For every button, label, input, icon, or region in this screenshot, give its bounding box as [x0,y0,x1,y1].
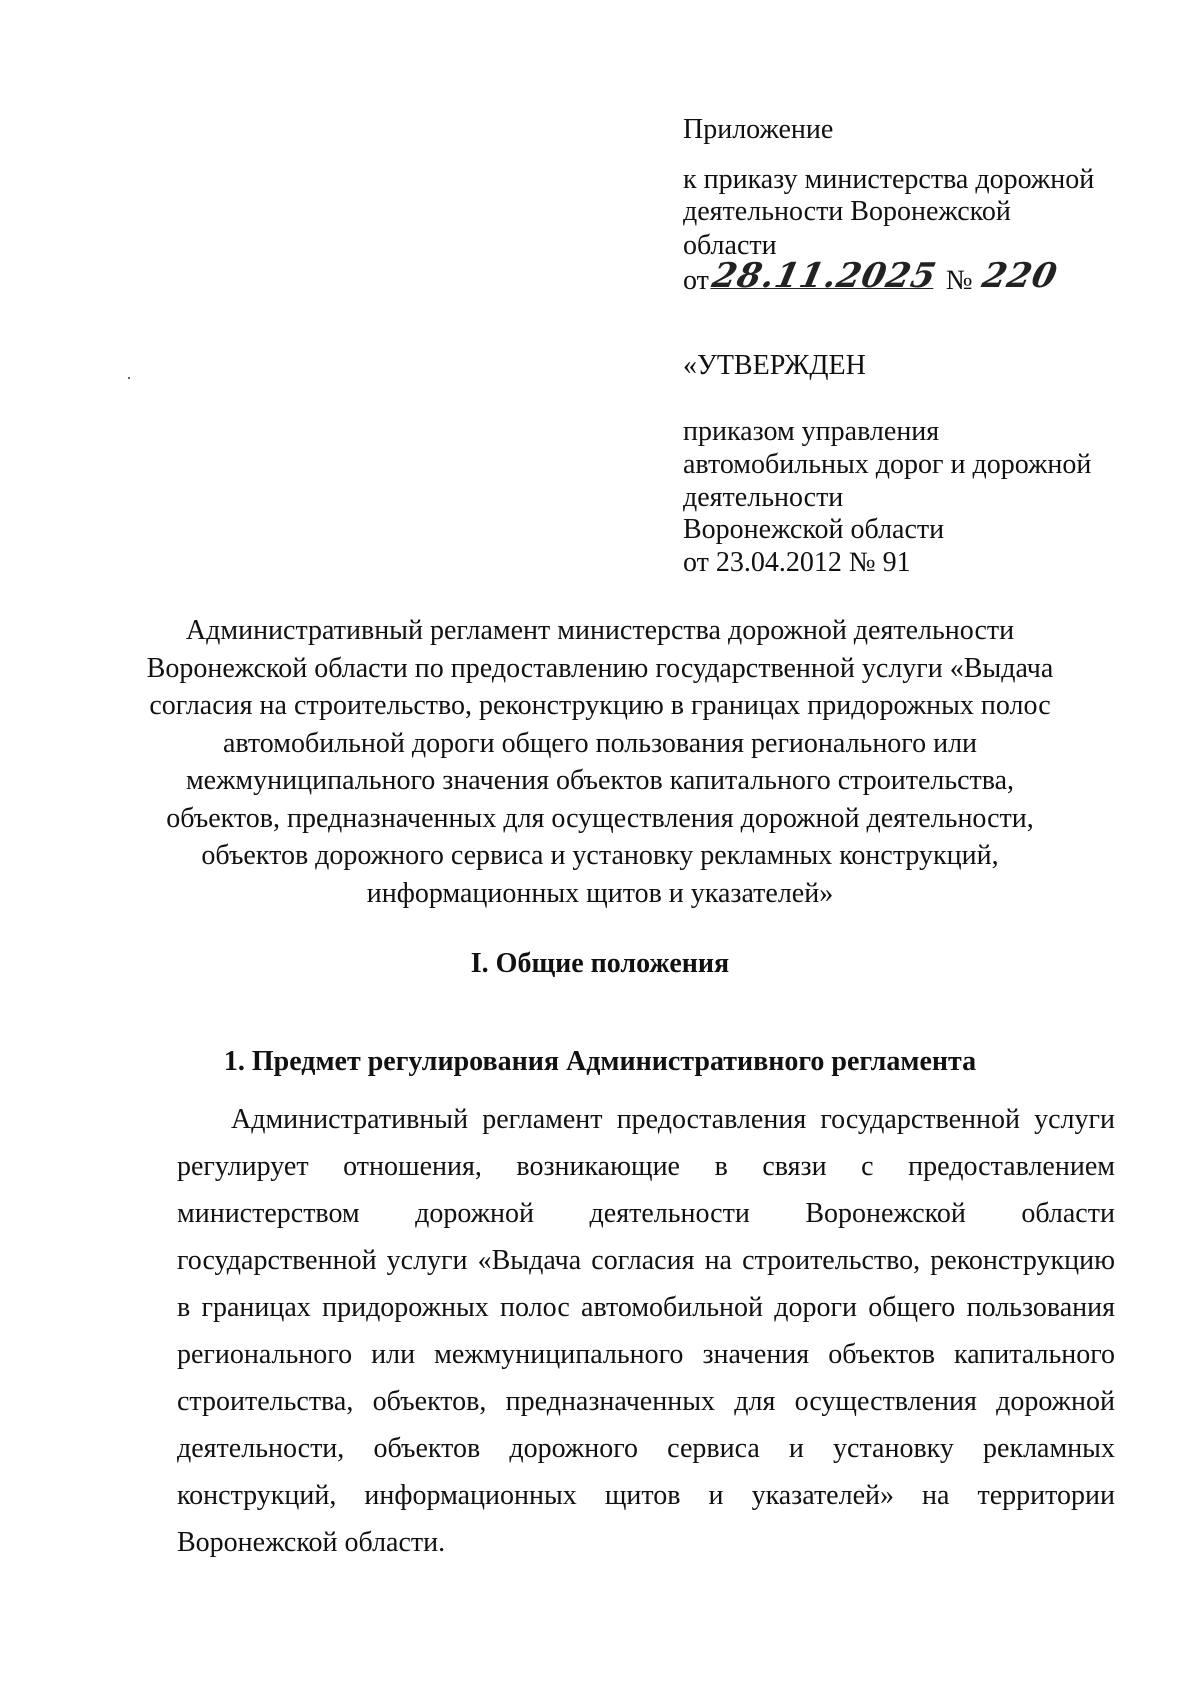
paragraph-word: для [734,1386,776,1417]
order-ref-line: к приказу министерства дорожной [683,164,1095,195]
paragraph-word: Воронежской [805,1198,966,1229]
title-line: объектов, предназначенных для осуществления дорожной деятельности, [166,802,1034,834]
handwritten-date: 28.11.2025 [708,256,941,296]
paragraph-word: установку [833,1433,954,1464]
approval-line: Воронежской области [683,514,945,545]
paragraph-line [177,1378,1115,1425]
title-line: объектов дорожного сервиса и установку рекламных конструкций, [201,840,999,871]
approved-label: «УТВЕРЖДЕН [683,350,866,381]
paragraph-word: автомобильной [581,1292,763,1323]
paragraph-word: Воронежской области. [177,1527,446,1558]
paragraph-line [177,1190,1115,1237]
paragraph-word: и [708,1480,724,1511]
paragraph-line [177,1331,1115,1378]
paragraph-word: полос [500,1292,570,1323]
paragraph-word: в [714,1151,728,1182]
paragraph-word: сервиса [667,1433,760,1464]
approval-line: деятельности [683,482,844,513]
paragraph-line [177,1284,1115,1331]
paragraph-word: деятельности, [177,1433,345,1464]
paragraph-word: или [371,1339,416,1370]
paragraph-word: Административный [231,1104,469,1135]
paragraph-word: границах [201,1292,311,1323]
paragraph-word: и [788,1433,804,1464]
paragraph-word: дорожного [509,1433,639,1464]
date-prefix: от [683,265,709,296]
paragraph-word: деятельности [589,1198,750,1229]
body-paragraph [177,1096,1115,1566]
paragraph-word: общего [868,1292,956,1323]
order-ref-line: деятельности Воронежской [683,196,1011,227]
paragraph-word: придорожных [322,1292,489,1323]
approval-line: от 23.04.2012 № 91 [683,547,911,578]
paragraph-word: дороги [774,1292,857,1323]
subsection-heading: 1. Предмет регулирования Административного регламента [223,1046,977,1077]
title-line: автомобильной дороги общего пользования регионального или [222,727,978,759]
title-line: Административный регламент министерства дорожной деятельности [185,615,1015,646]
number-sign: № [945,265,973,296]
paragraph-word: осуществления [794,1386,977,1417]
approval-line: приказом управления [683,416,940,447]
paragraph-word: рекламных [983,1433,1115,1464]
paragraph-word: услуги [1034,1104,1115,1135]
paragraph-word: строительства, [177,1386,354,1417]
paragraph-line [177,1237,1115,1284]
paragraph-word: государственной [177,1245,377,1276]
paragraph-word: значения [702,1339,810,1370]
paragraph-word: дорожной [996,1386,1115,1417]
appendix-label: Приложение [683,114,834,145]
order-date-line [683,256,1061,297]
paragraph-word: регионального [177,1339,353,1370]
paragraph-word: пользования [966,1292,1115,1323]
title-line: Воронежской области по предоставлению государственной услуги «Выдача [146,652,1054,684]
paragraph-word: отношения, [343,1151,482,1182]
paragraph-word: регламент [482,1104,603,1135]
paragraph-word: услуги [386,1245,468,1276]
paragraph-word: министерством [177,1198,360,1229]
paragraph-word: в [177,1292,191,1323]
paragraph-word: согласия [591,1245,695,1276]
paragraph-word: «Выдача [477,1245,582,1276]
title-line: информационных щитов и указателей» [366,877,834,909]
paragraph-word: возникающие [516,1151,680,1182]
paragraph-word: информационных [364,1480,577,1511]
paragraph-word: регулирует [177,1151,309,1182]
paragraph-word: строительство, [742,1245,921,1276]
paragraph-word: области [1021,1198,1115,1229]
paragraph-word: указателей» [751,1480,894,1511]
paragraph-word: конструкций, [177,1480,337,1511]
paragraph-word: щитов [604,1480,681,1511]
paragraph-line [177,1425,1115,1472]
title-line: согласия на строительство, реконструкцию в границах придорожных полос [149,690,1051,721]
order-ref-line: области [683,230,777,261]
scan-speck [128,377,130,379]
paragraph-line [177,1519,1115,1566]
paragraph-word: на [922,1480,950,1511]
paragraph-line [177,1472,1115,1519]
paragraph-word: государственной [820,1104,1020,1135]
approval-line: автомобильных дорог и дорожной [683,449,1092,480]
handwritten-number: 220 [978,256,1061,296]
document-title [140,612,1060,912]
title-line: межмуниципального значения объектов капитального строительства, [185,765,1015,796]
paragraph-word: межмуниципального [434,1339,684,1370]
paragraph-word: с [861,1151,874,1182]
paragraph-word: капитального [954,1339,1115,1370]
paragraph-word: на [704,1245,732,1276]
paragraph-word: предоставления [616,1104,807,1135]
paragraph-word: территории [977,1480,1115,1511]
paragraph-word: реконструкцию [930,1245,1115,1276]
paragraph-word: объектов [828,1339,935,1370]
paragraph-word: объектов [373,1433,481,1464]
paragraph-word: предназначенных [505,1386,715,1417]
paragraph-line [177,1143,1115,1190]
paragraph-line [177,1096,1115,1143]
paragraph-word: дорожной [415,1198,535,1229]
paragraph-word: предоставлением [908,1151,1115,1182]
paragraph-word: объектов, [372,1386,487,1417]
section-heading: I. Общие положения [470,948,730,979]
paragraph-word: связи [762,1151,827,1182]
